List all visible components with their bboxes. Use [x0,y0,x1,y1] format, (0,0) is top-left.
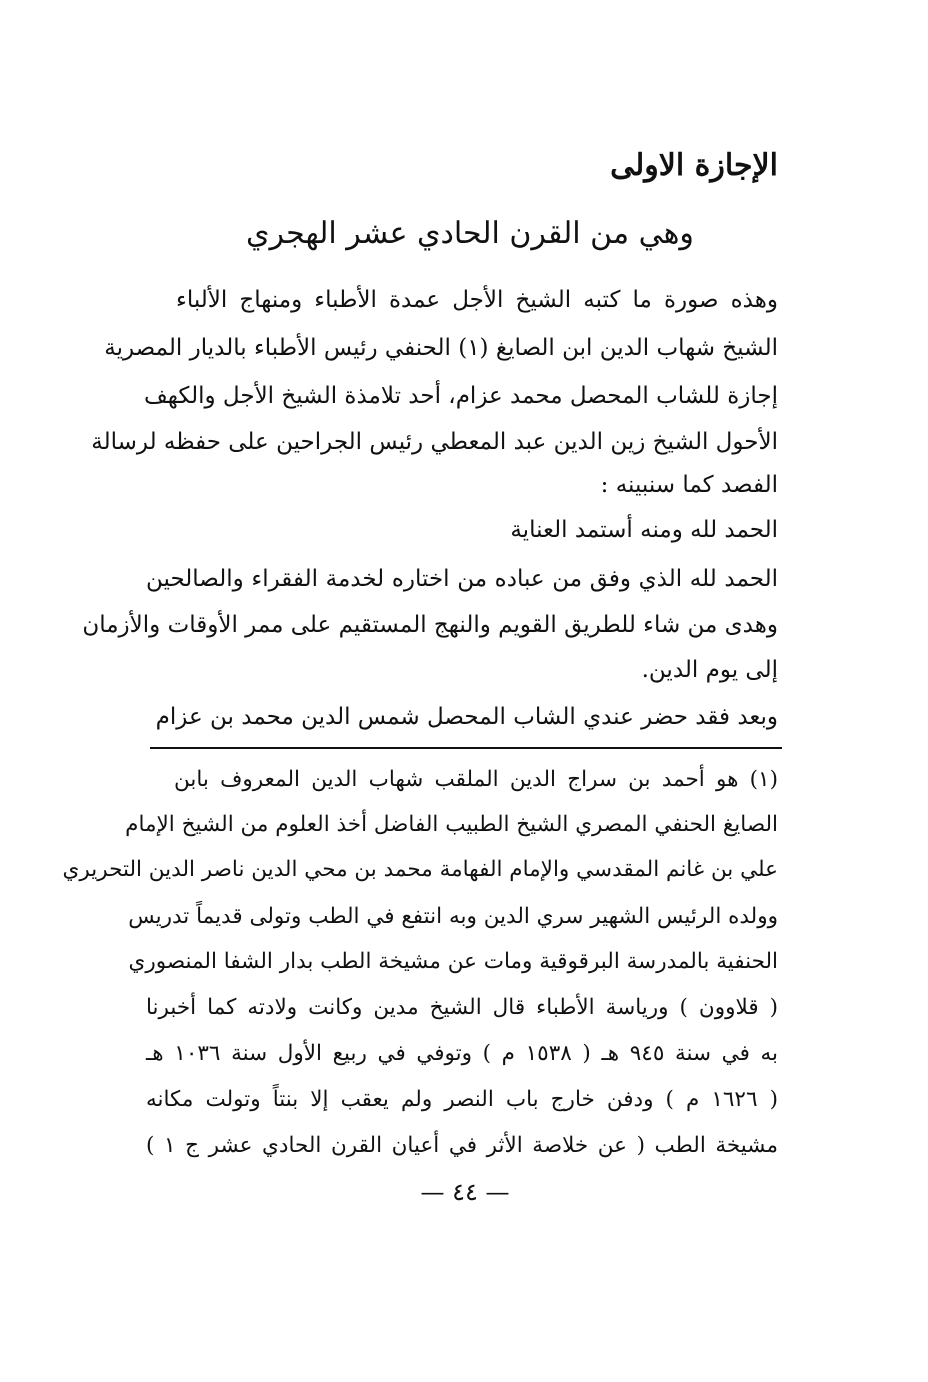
body-line: الفصد كما سنبينه : [600,472,778,498]
footnote-line: مشيخة الطب ( عن خلاصة الأثر في أعيان القرن الحادي عشر ج ١ ) [146,1133,778,1158]
footnote-line: وولده الرئيس الشهير سري الدين وبه انتفع في الطب وتولى قديماً تدريس [128,904,778,929]
body-line: الحمد لله الذي وفق من عباده من اختاره لخدمة الفقراء والصالحين [146,566,778,592]
footnote-divider [150,747,782,749]
footnote-line: (١) هو أحمد بن سراج الدين الملقب شهاب الدين المعروف بابن [174,767,778,792]
body-line: وبعد فقد حضر عندي الشاب المحصل شمس الدين محمد بن عزام [155,704,778,730]
footnote-line: علي بن غانم المقدسي والإمام الفهامة محمد بن محي الدين ناصر الدين التحريري [62,857,778,882]
footnote-line: به في سنة ٩٤٥ هـ ( ١٥٣٨ م ) وتوفي في ربيع الأول سنة ١٠٣٦ هـ [146,1041,778,1066]
chapter-title: الإجازة الاولى [610,148,778,183]
footnote-line: ( ١٦٢٦ م ) ودفن خارج باب النصر ولم يعقب إلا بنتاً وتولت مكانه [146,1087,778,1112]
subtitle: وهي من القرن الحادي عشر الهجري [246,216,694,251]
body-line: وهدى من شاء للطريق القويم والنهج المستقيم على ممر الأوقات والأزمان [82,612,778,638]
body-line: الأحول الشيخ زين الدين عبد المعطي رئيس الجراحين على حفظه لرسالة [91,429,778,455]
body-line: إجازة للشاب المحصل محمد عزام، أحد تلامذة الشيخ الأجل والكهف [144,383,778,409]
page-number: — ٤٤ — [420,1178,510,1206]
body-line: وهذه صورة ما كتبه الشيخ الأجل عمدة الأطباء ومنهاج الألباء [176,287,778,313]
footnote-line: ( قلاوون ) ورياسة الأطباء قال الشيخ مدين وكانت ولادته كما أخبرنا [146,995,778,1020]
body-line: الشيخ شهاب الدين ابن الصايغ (١) الحنفي رئيس الأطباء بالديار المصرية [104,335,778,361]
footnote-line: الحنفية بالمدرسة البرقوقية ومات عن مشيخة الطب بدار الشفا المنصوري [128,949,778,974]
body-line: إلى يوم الدين. [641,657,778,683]
footnote-line: الصايغ الحنفي المصري الشيخ الطبيب الفاضل أخذ العلوم من الشيخ الإمام [125,812,778,837]
body-line: الحمد لله ومنه أستمد العناية [510,517,778,543]
